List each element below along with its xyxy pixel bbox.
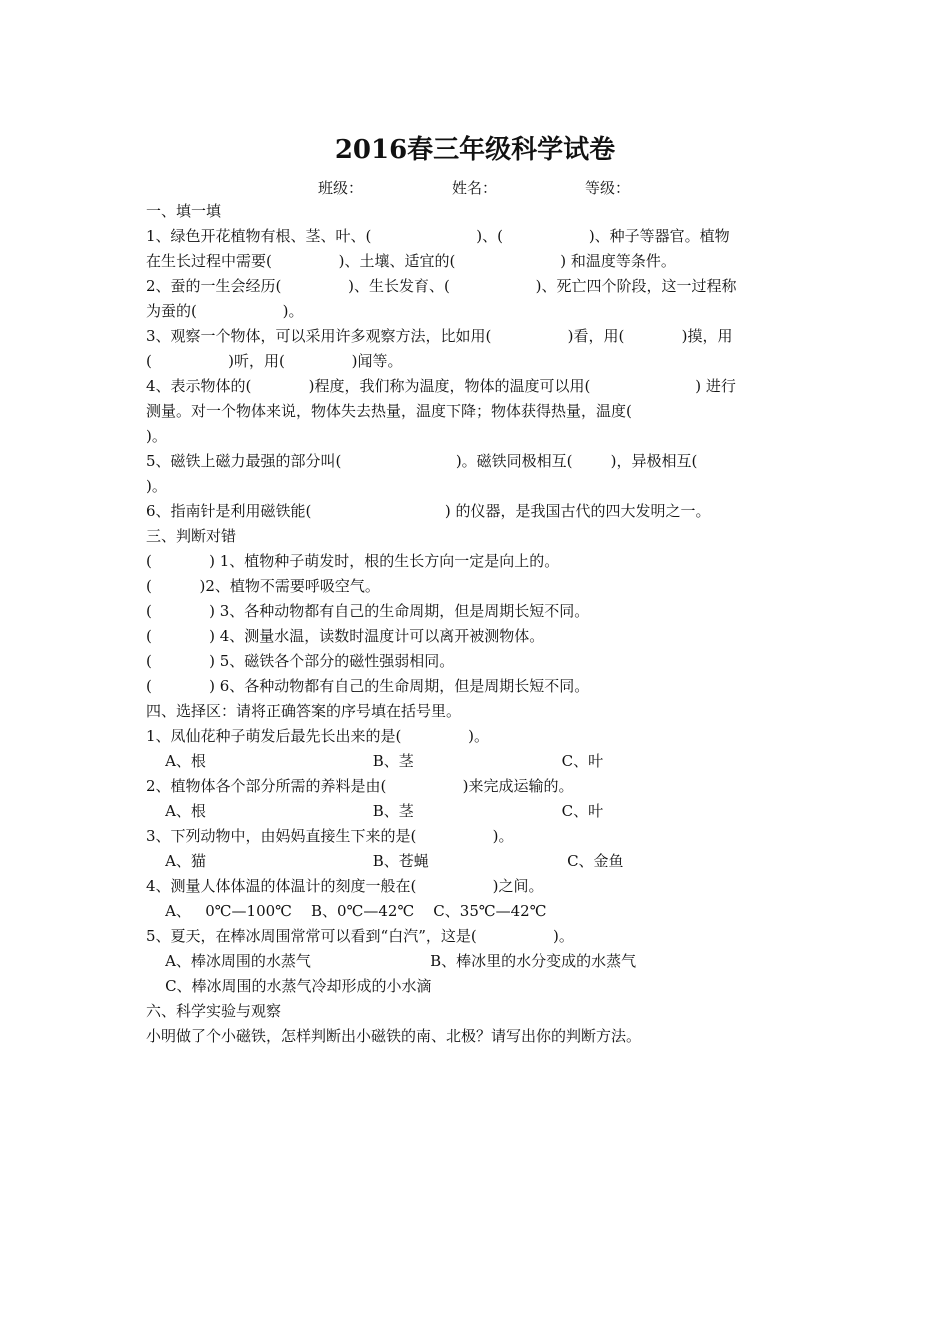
choice-options: A、根 B、茎 C、叶: [146, 802, 604, 820]
question-line: )。: [146, 427, 167, 445]
question-line: 2、蚕的一生会经历( )、生长发育、( )、死亡四个阶段，这一过程称: [146, 277, 737, 295]
choice-options: A、根 B、茎 C、叶: [146, 752, 604, 770]
choice-options: A、 0℃—100℃ B、0℃—42℃ C、35℃—42℃: [146, 902, 547, 920]
choice-question: 5、夏天，在棒冰周围常常可以看到“白汽”，这是( )。: [146, 927, 574, 945]
question-line: 为蚕的( )。: [146, 302, 304, 320]
judgement-item: ( )2、植物不需要呼吸空气。: [146, 577, 380, 595]
question-line: 1、绿色开花植物有根、茎、叶、( )、( )、种子等器官。植物: [146, 227, 730, 245]
judgement-item: ( ) 4、测量水温，读数时温度计可以离开被测物体。: [146, 627, 545, 645]
choice-options: C、棒冰周围的水蒸气冷却形成的小水滴: [146, 977, 432, 995]
question-line: 测量。对一个物体来说，物体失去热量，温度下降；物体获得热量，温度(: [146, 402, 632, 420]
judgement-item: ( ) 6、各种动物都有自己的生命周期，但是周期长短不同。: [146, 677, 590, 695]
name-label: 姓名：: [452, 179, 498, 197]
question-line: ( )听，用( )闻等。: [146, 352, 403, 370]
exam-title: 2016春三年级科学试卷: [334, 135, 616, 165]
section-heading-experiment: 六、科学实验与观察: [146, 1002, 282, 1020]
question-line: 5、磁铁上磁力最强的部分叫( )。磁铁同极相互( )，异极相互(: [146, 452, 698, 470]
judgement-item: ( ) 5、磁铁各个部分的磁性强弱相同。: [146, 652, 455, 670]
choice-options: A、猫 B、苍蝇 C、金鱼: [146, 852, 624, 870]
choice-question: 1、凤仙花种子萌发后最先长出来的是( )。: [146, 727, 490, 745]
choice-question: 3、下列动物中，由妈妈直接生下来的是( )。: [146, 827, 514, 845]
choice-options: A、棒冰周围的水蒸气 B、棒冰里的水分变成的水蒸气: [146, 952, 637, 970]
question-line: 6、指南针是利用磁铁能( ) 的仪器，是我国古代的四大发明之一。: [146, 502, 711, 520]
question-line: )。: [146, 477, 167, 495]
question-line: 4、表示物体的( )程度，我们称为温度，物体的温度可以用( ) 进行: [146, 377, 736, 395]
experiment-question: 小明做了个小磁铁，怎样判断出小磁铁的南、北极？请写出你的判断方法。: [146, 1027, 642, 1045]
question-line: 3、观察一个物体，可以采用许多观察方法，比如用( )看，用( )摸，用: [146, 327, 733, 345]
section-heading-fill-in: 一、填一填: [146, 202, 222, 220]
question-line: 在生长过程中需要( )、土壤、适宜的( ) 和温度等条件。: [146, 252, 676, 270]
choice-question: 2、植物体各个部分所需的养料是由( )来完成运输的。: [146, 777, 574, 795]
section-heading-true-false: 三、判断对错: [146, 527, 237, 545]
class-label: 班级：: [318, 179, 364, 197]
choice-question: 4、测量人体体温的体温计的刻度一般在( )之间。: [146, 877, 544, 895]
judgement-item: ( ) 1、植物种子萌发时，根的生长方向一定是向上的。: [146, 552, 560, 570]
grade-label: 等级：: [585, 179, 631, 197]
judgement-item: ( ) 3、各种动物都有自己的生命周期，但是周期长短不同。: [146, 602, 590, 620]
section-heading-choice: 四、选择区：请将正确答案的序号填在括号里。: [146, 702, 462, 720]
